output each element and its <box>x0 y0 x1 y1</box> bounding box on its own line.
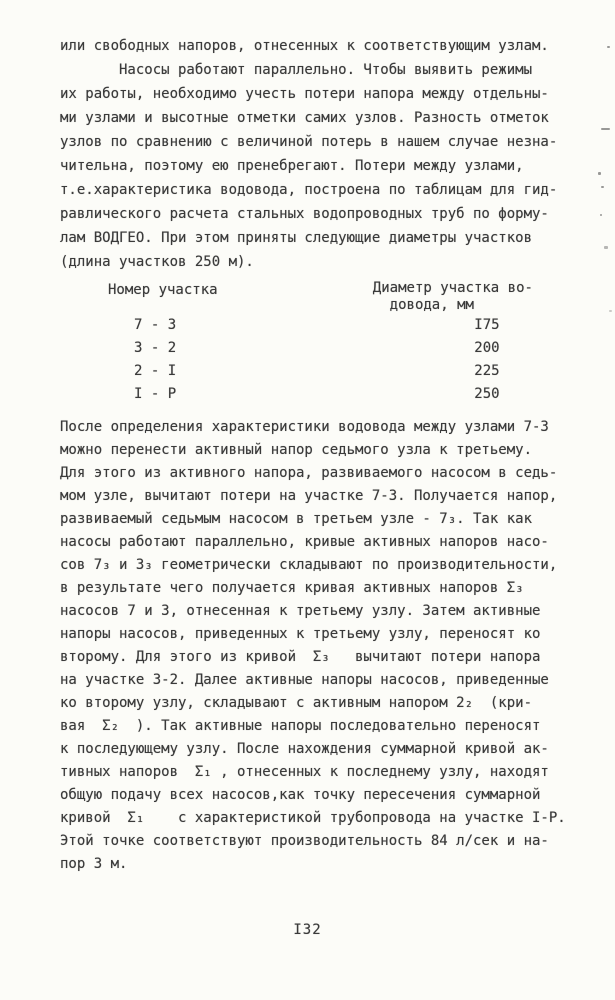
text-line: второму. Для этого из кривой Σ₃ вычитают потери напора <box>60 649 541 665</box>
text-line: Для этого из активного напора, развиваемого насосом в седь- <box>60 465 558 481</box>
text-line: Насосы работают параллельно. Чтобы выявить режимы <box>60 62 533 78</box>
scan-artifact <box>598 172 601 175</box>
text-line: можно перенести активный напор седьмого узла к третьему. <box>60 442 533 458</box>
diameter-cell: 200 <box>474 340 500 356</box>
diameter-header-line1: Диаметр участка во- <box>372 280 533 296</box>
text-line: т.е.характеристика водовода, построена по таблицам для гид- <box>60 182 558 198</box>
text-line: сов 7₃ и 3₃ геометрически складывают по производительности, <box>60 557 558 573</box>
text-line: в результате чего получается кривая активных напоров Σ₃ <box>60 580 524 596</box>
section-number-cell: 2 - I <box>134 363 177 379</box>
section-number-cell: I - Р <box>134 386 177 402</box>
diameter-header-line2: довода, мм <box>372 297 474 313</box>
table-header-row <box>60 280 585 314</box>
diameter-cell: 225 <box>474 363 500 379</box>
section-number-cell: 7 - 3 <box>134 317 177 333</box>
text-line: равлического расчета стальных водопроводных труб по форму- <box>60 206 549 222</box>
text-line: тивных напоров Σ₁ , отнесенных к последнему узлу, находят <box>60 764 549 780</box>
paragraph-main <box>60 416 585 876</box>
table-row <box>60 337 585 360</box>
text-line: на участке 3-2. Далее активные напоры насосов, приведенные <box>60 672 549 688</box>
text-line: лам ВОДГЕО. При этом приняты следующие диаметры участков <box>60 230 533 246</box>
text-line: пор 3 м. <box>60 856 128 872</box>
diameter-cell: 250 <box>474 386 500 402</box>
diameter-table <box>60 280 585 406</box>
text-line: общую подачу всех насосов,как точку пересечения суммарной <box>60 787 541 803</box>
text-line: их работы, необходимо учесть потери напора между отдельны- <box>60 86 549 102</box>
text-line: кривой Σ₁ с характеристикой трубопровода на участке I-Р. <box>60 810 566 826</box>
section-number-cell: 3 - 2 <box>134 340 177 356</box>
text-line: Этой точке соответствуют производительность 84 л/сек и на- <box>60 833 549 849</box>
paragraph-intro <box>60 34 585 274</box>
text-line: После определения характеристики водовода между узлами 7-3 <box>60 419 549 435</box>
scan-artifact <box>607 46 610 48</box>
scan-artifact <box>601 128 610 130</box>
text-line: к последующему узлу. После нахождения суммарной кривой ак- <box>60 741 549 757</box>
scan-artifact <box>600 214 602 216</box>
text-line: мом узле, вычитают потери на участке 7-3. Получается напор, <box>60 488 558 504</box>
text-line: напоры насосов, приведенных к третьему узлу, переносят ко <box>60 626 541 642</box>
section-column-header: Номер участка <box>108 282 218 298</box>
diameter-column-header <box>359 280 585 314</box>
scan-artifact <box>604 246 608 249</box>
table-row <box>60 360 585 383</box>
diameter-cell: I75 <box>474 317 500 333</box>
text-line: чительна, поэтому ею пренебрегают. Потери между узлами, <box>60 158 524 174</box>
text-line: ми узлами и высотные отметки самих узлов. Разность отметок <box>60 110 549 126</box>
text-line: насосов 7 и 3, отнесенная к третьему узлу. Затем активные <box>60 603 541 619</box>
scan-artifact <box>609 310 612 312</box>
text-line: узлов по сравнению с величиной потерь в нашем случае незна- <box>60 134 558 150</box>
text-line: насосы работают параллельно, кривые активных напоров насо- <box>60 534 549 550</box>
text-line: ко второму узлу, складывают с активным напором 2₂ (кри- <box>60 695 533 711</box>
text-line: развиваемый седьмым насосом в третьем узле - 7₃. Так как <box>60 511 533 527</box>
scan-artifact <box>601 186 604 188</box>
table-row <box>60 383 585 406</box>
text-line: или свободных напоров, отнесенных к соответствующим узлам. <box>60 38 549 54</box>
page-number: I32 <box>293 922 322 938</box>
table-row <box>60 314 585 337</box>
text-line: вая Σ₂ ). Так активные напоры последовательно переносят <box>60 718 541 734</box>
text-line: (длина участков 250 м). <box>60 254 254 270</box>
